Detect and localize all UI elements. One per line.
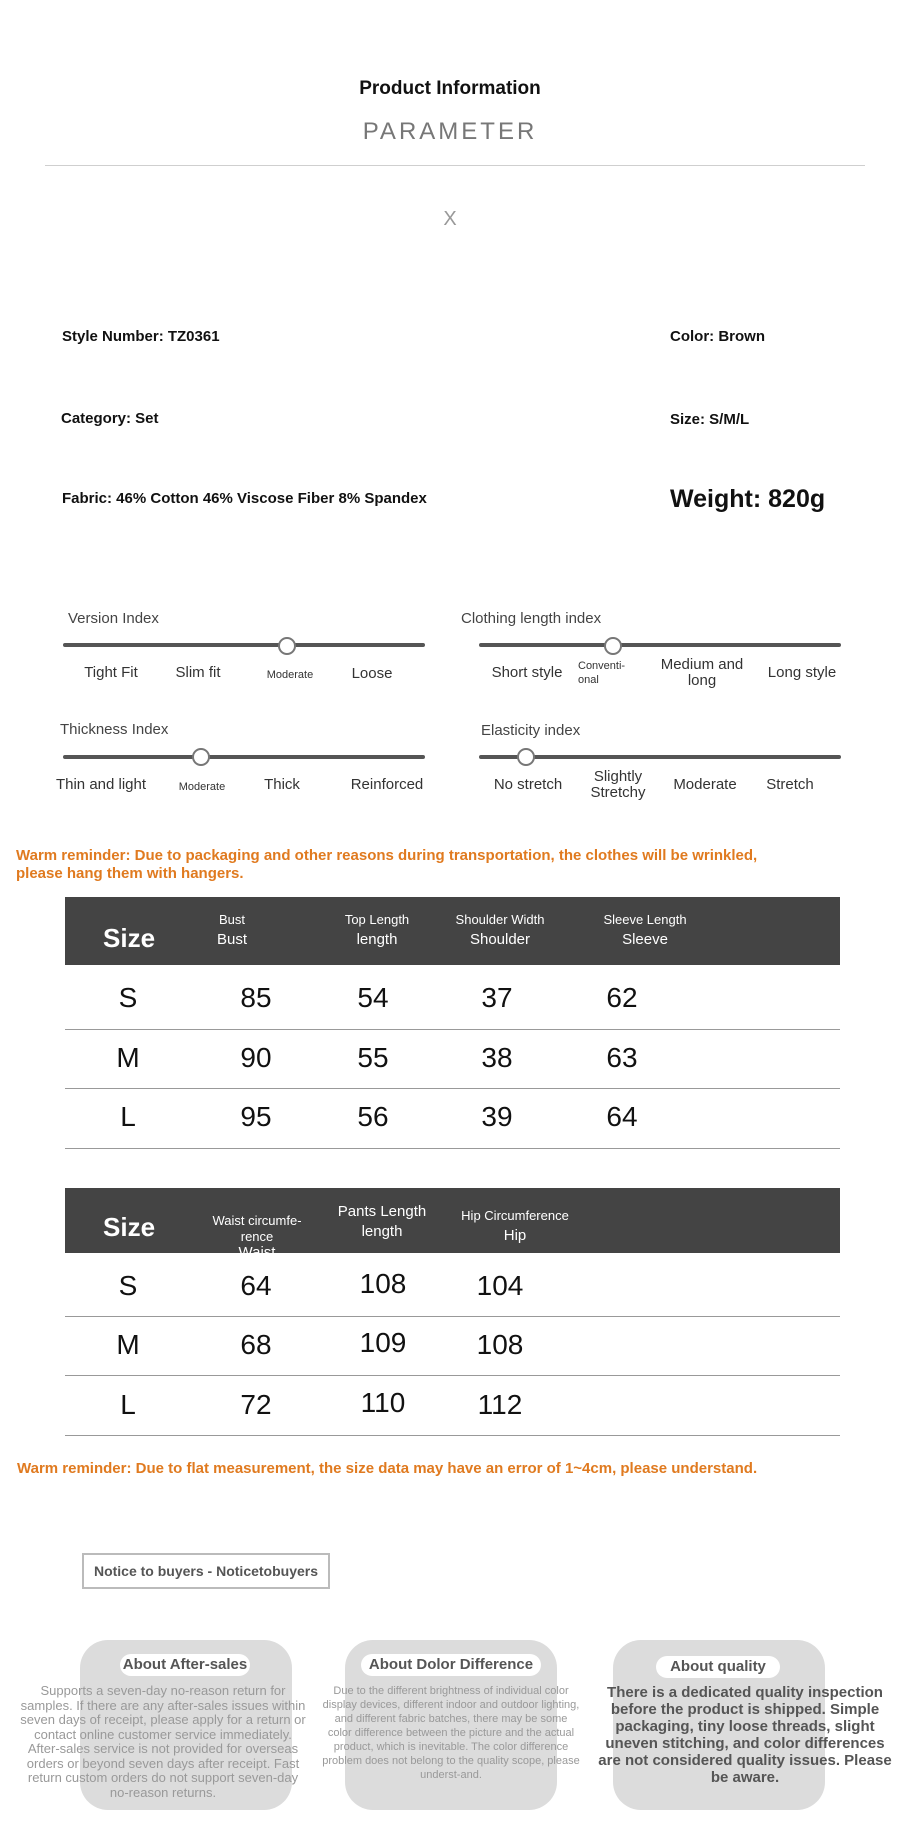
version-index-title: Version Index bbox=[68, 610, 159, 627]
pants-row-m-waist: 68 bbox=[240, 1329, 272, 1360]
clothing-length-index-title: Clothing length index bbox=[461, 610, 602, 627]
elasticity-index-title: Elasticity index bbox=[481, 722, 581, 739]
after-sales-title: About After-sales bbox=[120, 1654, 250, 1676]
pants-row-m-length: 109 bbox=[359, 1327, 407, 1358]
top-table-col-shoulder: Shoulder Width Shoulder bbox=[455, 912, 545, 948]
elasticity-label-slightly: Slightly Stretchy bbox=[590, 768, 646, 801]
top-row-l-size: L bbox=[120, 1101, 136, 1132]
thickness-index-title: Thickness Index bbox=[60, 721, 169, 738]
table-row-divider bbox=[65, 1088, 840, 1089]
length-label-long: Long style bbox=[767, 664, 837, 681]
after-sales-body: Supports a seven-day no-reason return for samples. If there are any after-sales issues within seven days of receipt, please apply for a return or contact online customer service immediately. After-sales service is not provided for overseas orders or beyond seven days after receipt. Fast return custom orders do not support seven-day no-reason returns. bbox=[20, 1683, 306, 1800]
pants-row-l-length: 110 bbox=[360, 1387, 406, 1418]
top-row-l-bust: 95 bbox=[240, 1101, 272, 1132]
top-row-s-length: 54 bbox=[357, 982, 389, 1013]
length-label-short: Short style bbox=[491, 664, 563, 681]
version-label-moderate: Moderate bbox=[266, 669, 314, 681]
pants-row-l-size: L bbox=[120, 1389, 136, 1420]
clothing-length-index-track bbox=[479, 643, 841, 647]
table-row-divider bbox=[65, 1148, 840, 1149]
clothing-length-index-knob[interactable] bbox=[604, 637, 622, 655]
measurement-warning: Warm reminder: Due to flat measurement, the size data may have an error of 1~4cm, please understand. bbox=[17, 1460, 758, 1477]
elasticity-label-no-stretch: No stretch bbox=[493, 776, 563, 793]
top-row-s-size: S bbox=[118, 982, 138, 1013]
thickness-label-thin: Thin and light bbox=[55, 776, 147, 793]
table-row-divider bbox=[65, 1375, 840, 1376]
top-row-m-shoulder: 38 bbox=[481, 1042, 513, 1073]
fabric-info: Fabric: 46% Cotton 46% Viscose Fiber 8% Spandex bbox=[62, 490, 427, 507]
top-row-l-sleeve: 64 bbox=[606, 1101, 638, 1132]
category-info: Category: Set bbox=[61, 410, 159, 427]
top-row-s-bust: 85 bbox=[240, 982, 272, 1013]
thickness-label-moderate: Moderate bbox=[178, 781, 226, 793]
pants-table-header bbox=[65, 1188, 840, 1261]
top-row-m-size: M bbox=[116, 1042, 140, 1073]
top-table-header bbox=[65, 897, 840, 965]
pants-table-col-hip: Hip Circumference Hip bbox=[461, 1208, 569, 1244]
version-index-knob[interactable] bbox=[278, 637, 296, 655]
style-number: Style Number: TZ0361 bbox=[62, 328, 220, 345]
elasticity-label-stretch: Stretch bbox=[766, 776, 814, 793]
length-label-conventional: Conventi- onal bbox=[578, 660, 626, 686]
top-table-col-bust: Bust Bust bbox=[216, 912, 247, 948]
pants-row-m-size: M bbox=[116, 1329, 140, 1360]
weight-info: Weight: 820g bbox=[670, 485, 826, 513]
top-row-m-length: 55 bbox=[357, 1042, 389, 1073]
packaging-warning: Warm reminder: Due to packaging and other reasons during transportation, the clothes will be wrinkled, please hang them with hangers. bbox=[16, 847, 758, 882]
top-row-s-sleeve: 62 bbox=[606, 982, 638, 1013]
top-row-s-shoulder: 37 bbox=[481, 982, 513, 1013]
version-label-slim: Slim fit bbox=[175, 664, 221, 681]
thickness-index-knob[interactable] bbox=[192, 748, 210, 766]
notice-to-buyers: Notice to buyers - Noticetobuyers bbox=[82, 1553, 330, 1589]
version-label-tight: Tight Fit bbox=[84, 664, 138, 681]
quality-title: About quality bbox=[656, 1656, 780, 1678]
thickness-label-thick: Thick bbox=[264, 776, 300, 793]
color-difference-body: Due to the different brightness of individual color display devices, different indoor and outdoor lighting, and different fabric batches, there may be some color difference between the picture and the actual product, which is inevitable. The color difference problem does not belong to the quality scope, please underst-and. bbox=[322, 1685, 580, 1781]
size-info: Size: S/M/L bbox=[670, 411, 750, 428]
quality-body: There is a dedicated quality inspection before the product is shipped. Simple packaging, tiny loose threads, slight uneven stitching, and color differences are not considered quality issues. Please be aware. bbox=[598, 1684, 892, 1786]
thickness-label-reinforced: Reinforced bbox=[350, 776, 424, 793]
table-row-divider bbox=[65, 1435, 840, 1436]
top-table-col-sleeve: Sleeve Length Sleeve bbox=[603, 912, 687, 948]
pants-row-l-waist: 72 bbox=[240, 1389, 272, 1420]
table-row-divider bbox=[65, 1029, 840, 1030]
page-subtitle: PARAMETER bbox=[362, 118, 538, 145]
top-row-m-sleeve: 63 bbox=[606, 1042, 638, 1073]
elasticity-index-knob[interactable] bbox=[517, 748, 535, 766]
length-label-medium-long: Medium and long bbox=[660, 656, 744, 689]
pants-table-col-length: Pants Length length bbox=[337, 1203, 427, 1240]
pants-row-s-length: 108 bbox=[359, 1268, 407, 1299]
pants-row-s-size: S bbox=[118, 1270, 138, 1301]
elasticity-label-moderate: Moderate bbox=[673, 776, 737, 793]
table-row-divider bbox=[65, 1316, 840, 1317]
pants-table-col-waist: Waist circumfe- rence Waist bbox=[212, 1213, 302, 1261]
color-info: Color: Brown bbox=[670, 328, 765, 345]
x-mark: X bbox=[443, 208, 457, 230]
thickness-index-track bbox=[63, 755, 425, 759]
pants-row-s-waist: 64 bbox=[240, 1270, 272, 1301]
header-divider bbox=[45, 165, 865, 166]
version-label-loose: Loose bbox=[351, 665, 393, 682]
pants-row-s-hip: 104 bbox=[476, 1270, 524, 1301]
top-row-l-shoulder: 39 bbox=[481, 1101, 513, 1132]
top-table-col-length: Top Length length bbox=[344, 912, 410, 948]
version-index-track bbox=[63, 643, 425, 647]
pants-row-l-hip: 112 bbox=[477, 1389, 523, 1420]
top-table-size-header: Size bbox=[103, 923, 156, 953]
top-row-m-bust: 90 bbox=[240, 1042, 272, 1073]
top-row-l-length: 56 bbox=[357, 1101, 389, 1132]
pants-row-m-hip: 108 bbox=[476, 1329, 524, 1360]
pants-table-size-header: Size bbox=[103, 1212, 156, 1242]
page-title: Product Information bbox=[359, 78, 541, 99]
color-difference-title: About Dolor Difference bbox=[361, 1654, 541, 1676]
